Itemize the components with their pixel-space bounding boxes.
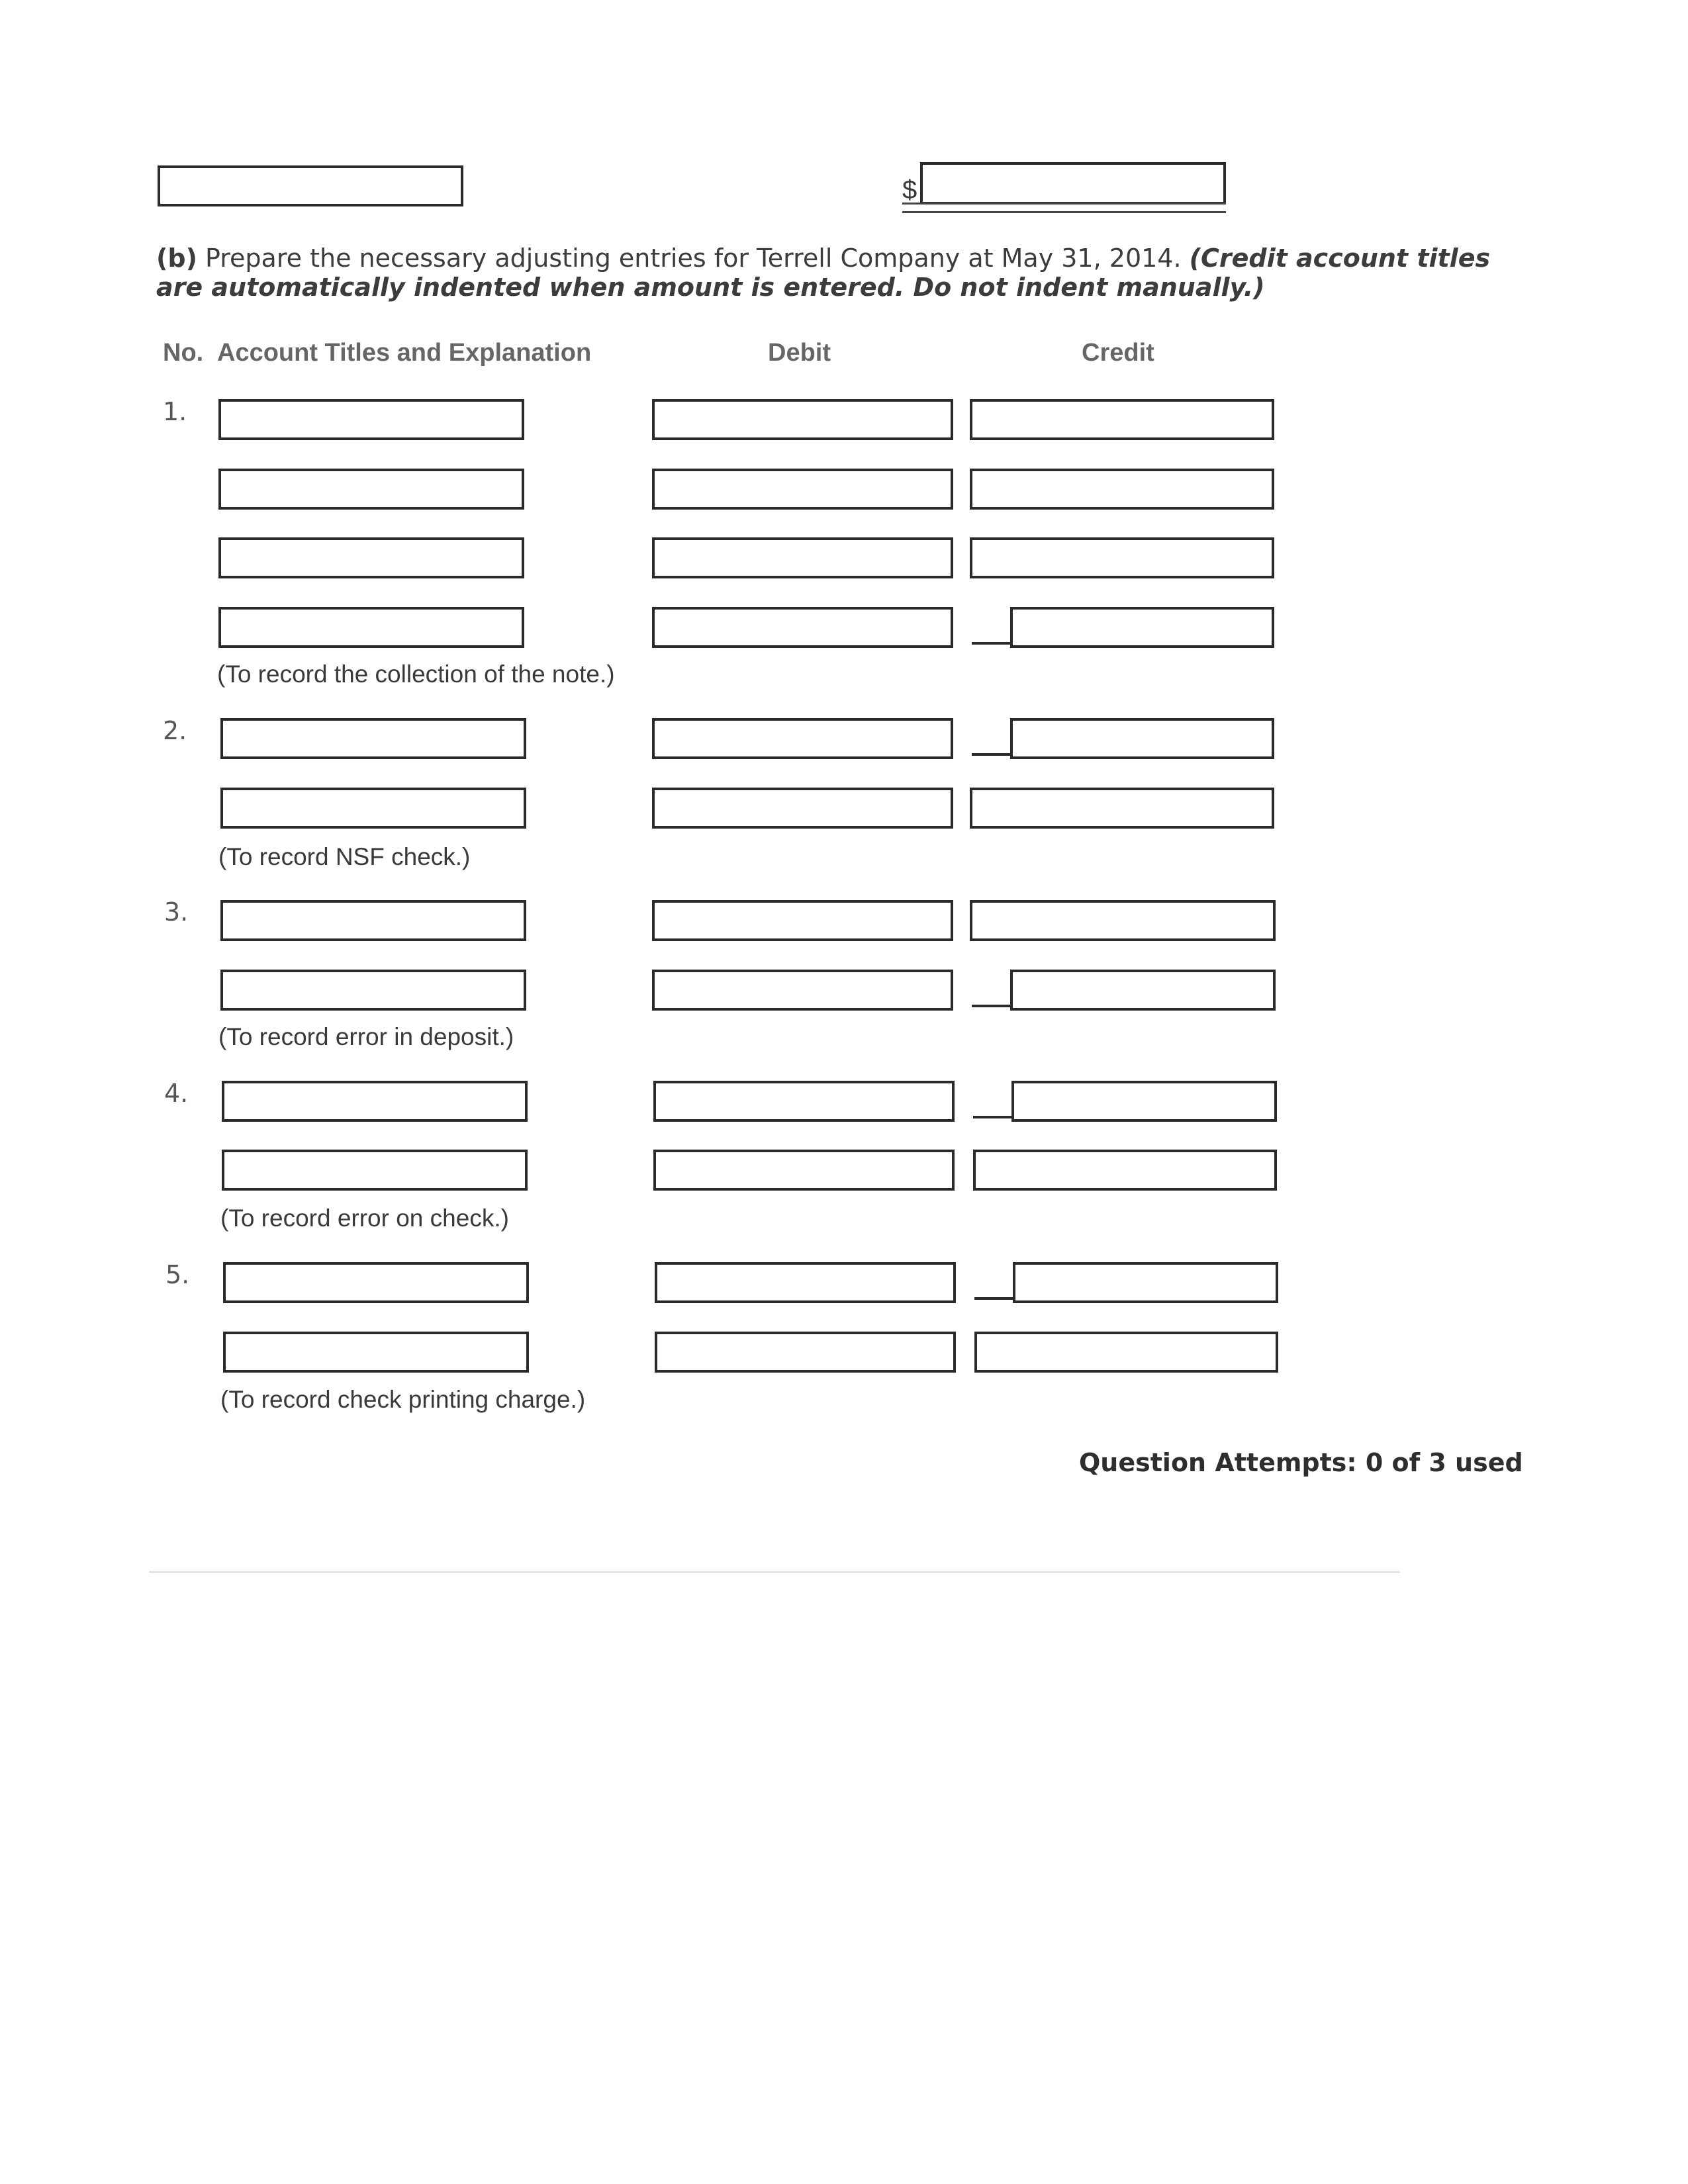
entry-2-explanation: (To record NSF check.) bbox=[218, 843, 471, 870]
entry-1-credit-3[interactable] bbox=[970, 537, 1274, 578]
entry-2-debit-2[interactable] bbox=[652, 788, 953, 829]
entry-3-account-2[interactable] bbox=[220, 970, 526, 1011]
header-no: No. bbox=[163, 339, 204, 367]
entry-5-account-1[interactable] bbox=[223, 1262, 529, 1303]
indent-marker bbox=[973, 1116, 1014, 1118]
entry-3-number: 3. bbox=[164, 897, 189, 927]
header-credit: Credit bbox=[1082, 339, 1154, 367]
entry-4-account-1[interactable] bbox=[222, 1081, 528, 1122]
entry-5-account-2[interactable] bbox=[223, 1332, 529, 1373]
indent-marker bbox=[972, 1005, 1013, 1007]
entry-1-account-3[interactable] bbox=[218, 537, 524, 578]
entry-1-number: 1. bbox=[163, 397, 187, 426]
currency-symbol: $ bbox=[902, 175, 917, 205]
entry-2-account-2[interactable] bbox=[220, 788, 526, 829]
double-underline bbox=[902, 203, 1226, 213]
entry-5-number: 5. bbox=[165, 1260, 190, 1289]
entry-5-credit-2[interactable] bbox=[974, 1332, 1278, 1373]
top-left-input[interactable] bbox=[158, 165, 463, 206]
header-debit: Debit bbox=[768, 339, 831, 367]
entry-1-explanation: (To record the collection of the note.) bbox=[217, 660, 615, 688]
entry-1-debit-3[interactable] bbox=[652, 537, 953, 578]
entry-4-credit-2[interactable] bbox=[973, 1150, 1277, 1191]
indent-marker bbox=[972, 642, 1013, 645]
entry-5-credit-1[interactable] bbox=[1013, 1262, 1278, 1303]
entry-1-credit-2[interactable] bbox=[970, 469, 1274, 510]
entry-3-debit-1[interactable] bbox=[652, 900, 953, 941]
entry-3-credit-2[interactable] bbox=[1010, 970, 1276, 1011]
header-account-titles: Account Titles and Explanation bbox=[217, 339, 592, 367]
entry-1-debit-2[interactable] bbox=[652, 469, 953, 510]
instruction-text: Prepare the necessary adjusting entries for Terrell Company at May 31, 2014. bbox=[197, 244, 1190, 273]
entry-4-explanation: (To record error on check.) bbox=[220, 1205, 509, 1232]
entry-2-debit-1[interactable] bbox=[652, 718, 953, 759]
entry-2-credit-2[interactable] bbox=[970, 788, 1274, 829]
instructions bbox=[156, 244, 1533, 302]
question-attempts: Question Attempts: 0 of 3 used bbox=[1079, 1448, 1523, 1477]
entry-1-debit-1[interactable] bbox=[652, 399, 953, 440]
entry-2-account-1[interactable] bbox=[220, 718, 526, 759]
top-right-amount-input[interactable] bbox=[920, 162, 1226, 205]
entry-4-debit-1[interactable] bbox=[653, 1081, 955, 1122]
entry-3-explanation: (To record error in deposit.) bbox=[218, 1023, 514, 1050]
entry-1-account-4[interactable] bbox=[218, 607, 524, 648]
entry-5-debit-2[interactable] bbox=[655, 1332, 956, 1373]
entry-4-number: 4. bbox=[164, 1079, 189, 1108]
entry-2-credit-1[interactable] bbox=[1010, 718, 1274, 759]
entry-3-debit-2[interactable] bbox=[652, 970, 953, 1011]
entry-4-debit-2[interactable] bbox=[653, 1150, 955, 1191]
indent-marker bbox=[974, 1297, 1015, 1300]
entry-4-account-2[interactable] bbox=[222, 1150, 528, 1191]
entry-2-number: 2. bbox=[163, 716, 187, 745]
indent-marker bbox=[972, 753, 1013, 756]
part-label: (b) bbox=[156, 244, 197, 273]
entry-1-debit-4[interactable] bbox=[652, 607, 953, 648]
divider bbox=[149, 1571, 1400, 1573]
entry-1-credit-1[interactable] bbox=[970, 399, 1274, 440]
instruction-note: (Credit account titles are automatically indented when amount is entered. Do not indent manually.) bbox=[156, 244, 1491, 302]
entry-5-explanation: (To record check printing charge.) bbox=[220, 1386, 586, 1413]
entry-1-credit-4[interactable] bbox=[1010, 607, 1274, 648]
entry-1-account-1[interactable] bbox=[218, 399, 524, 440]
entry-3-account-1[interactable] bbox=[220, 900, 526, 941]
entry-3-credit-1[interactable] bbox=[970, 900, 1276, 941]
entry-1-account-2[interactable] bbox=[218, 469, 524, 510]
entry-5-debit-1[interactable] bbox=[655, 1262, 956, 1303]
entry-4-credit-1[interactable] bbox=[1011, 1081, 1277, 1122]
